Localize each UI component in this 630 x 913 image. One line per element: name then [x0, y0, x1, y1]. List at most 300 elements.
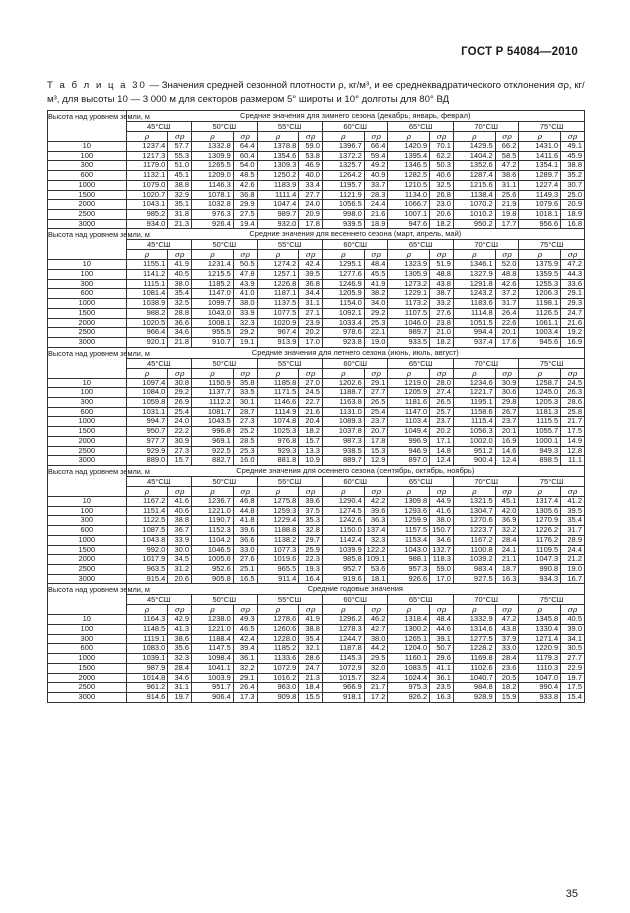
deviation-cell: 35.2: [561, 171, 585, 181]
deviation-symbol: σρ: [233, 368, 257, 378]
density-symbol: ρ: [322, 132, 364, 142]
deviation-symbol: σρ: [233, 486, 257, 496]
deviation-cell: 36.1: [233, 654, 257, 664]
density-cell: 1019.6: [257, 555, 299, 565]
density-symbol: ρ: [257, 250, 299, 260]
density-cell: 945.6: [519, 337, 561, 347]
deviation-cell: 30.0: [168, 545, 192, 555]
latitude-header: 65°СШ: [388, 595, 453, 605]
density-cell: 1277.6: [322, 270, 364, 280]
altitude-cell: 600: [48, 171, 127, 181]
density-cell: 963.5: [126, 564, 168, 574]
deviation-cell: 15.4: [561, 692, 585, 702]
density-cell: 989.7: [388, 328, 430, 338]
deviation-symbol: σρ: [299, 368, 323, 378]
deviation-symbol: σρ: [299, 486, 323, 496]
deviation-cell: 16.3: [430, 692, 454, 702]
deviation-cell: 29.9: [233, 200, 257, 210]
deviation-cell: 54.0: [233, 161, 257, 171]
density-cell: 938.5: [322, 446, 364, 456]
density-cell: 1278.3: [322, 625, 364, 635]
table-row: [48, 200, 585, 210]
deviation-cell: 42.4: [233, 634, 257, 644]
deviation-cell: 38.8: [299, 625, 323, 635]
deviation-cell: 41.9: [364, 279, 388, 289]
deviation-cell: 31.7: [561, 526, 585, 536]
deviation-cell: 35.4: [561, 516, 585, 526]
density-cell: 920.1: [126, 337, 168, 347]
deviation-cell: 38.8: [561, 161, 585, 171]
deviation-cell: 38.8: [168, 516, 192, 526]
deviation-cell: 25.4: [364, 407, 388, 417]
density-cell: 1305.6: [519, 506, 561, 516]
density-cell: 1047.0: [519, 673, 561, 683]
table-row: [48, 625, 585, 635]
table-row: [48, 456, 585, 466]
deviation-cell: 20.7: [364, 427, 388, 437]
density-cell: 929.3: [257, 446, 299, 456]
density-cell: 1231.4: [192, 260, 234, 270]
density-cell: 1092.1: [322, 308, 364, 318]
density-cell: 1202.6: [322, 378, 364, 388]
density-cell: 1020.7: [126, 190, 168, 200]
density-cell: 1375.9: [519, 260, 561, 270]
deviation-cell: 37.9: [495, 634, 519, 644]
density-cell: 1277.5: [453, 634, 495, 644]
deviation-cell: 23.7: [430, 417, 454, 427]
altitude-cell: 100: [48, 151, 127, 161]
deviation-cell: 26.5: [430, 398, 454, 408]
deviation-cell: 24.1: [495, 545, 519, 555]
deviation-cell: 43.8: [430, 279, 454, 289]
deviation-symbol: σρ: [364, 368, 388, 378]
deviation-cell: 28.3: [364, 190, 388, 200]
deviation-cell: 14.9: [561, 436, 585, 446]
density-cell: 1221.0: [192, 506, 234, 516]
density-cell: 1032.8: [192, 200, 234, 210]
density-cell: 1305.9: [388, 270, 430, 280]
density-cell: 1321.5: [453, 496, 495, 506]
density-cell: 1179.0: [126, 161, 168, 171]
altitude-cell: 10: [48, 615, 127, 625]
deviation-cell: 19.2: [561, 328, 585, 338]
deviation-cell: 33.4: [299, 180, 323, 190]
density-cell: 1154.0: [322, 299, 364, 309]
deviation-cell: 26.4: [233, 683, 257, 693]
density-symbol: ρ: [257, 368, 299, 378]
deviation-cell: 24.7: [299, 663, 323, 673]
deviation-cell: 29.1: [364, 378, 388, 388]
deviation-cell: 49.1: [561, 142, 585, 152]
deviation-cell: 36.6: [233, 535, 257, 545]
table-row: [48, 219, 585, 229]
deviation-symbol: σρ: [299, 605, 323, 615]
density-cell: 1110.3: [519, 663, 561, 673]
density-cell: 952.6: [192, 564, 234, 574]
density-cell: 1167.2: [126, 496, 168, 506]
table-row: [48, 564, 585, 574]
deviation-cell: 17.5: [561, 683, 585, 693]
symbol-header-row: [48, 250, 585, 260]
deviation-symbol: σρ: [168, 250, 192, 260]
density-cell: 1185.8: [257, 378, 299, 388]
deviation-cell: 11.1: [561, 456, 585, 466]
deviation-cell: 24.0: [168, 417, 192, 427]
deviation-cell: 32.5: [168, 299, 192, 309]
deviation-cell: 21.6: [364, 209, 388, 219]
deviation-cell: 32.3: [168, 654, 192, 664]
density-cell: 1056.5: [322, 200, 364, 210]
deviation-cell: 28.6: [299, 654, 323, 664]
deviation-cell: 40.0: [299, 171, 323, 181]
deviation-symbol: σρ: [364, 486, 388, 496]
density-cell: 1078.1: [192, 190, 234, 200]
density-cell: 1145.3: [322, 654, 364, 664]
deviation-cell: 47.2: [561, 260, 585, 270]
density-cell: 1205.9: [322, 289, 364, 299]
deviation-cell: 21.7: [561, 417, 585, 427]
deviation-cell: 38.0: [430, 516, 454, 526]
deviation-cell: 24.7: [561, 308, 585, 318]
deviation-cell: 38.0: [233, 299, 257, 309]
altitude-cell: 300: [48, 634, 127, 644]
deviation-cell: 47.2: [495, 615, 519, 625]
altitude-cell: 10: [48, 260, 127, 270]
deviation-cell: 53.6: [364, 564, 388, 574]
density-symbol: ρ: [192, 132, 234, 142]
density-cell: 926.4: [192, 219, 234, 229]
deviation-cell: 23.5: [430, 683, 454, 693]
deviation-cell: 21.6: [299, 407, 323, 417]
deviation-cell: 29.7: [299, 535, 323, 545]
density-cell: 989.7: [257, 209, 299, 219]
altitude-cell: 3000: [48, 692, 127, 702]
deviation-cell: 42.2: [364, 496, 388, 506]
latitude-header-row: [48, 476, 585, 486]
density-cell: 1115.1: [126, 279, 168, 289]
density-cell: 926.6: [388, 574, 430, 584]
deviation-cell: 15.3: [364, 446, 388, 456]
density-symbol: ρ: [388, 250, 430, 260]
deviation-cell: 41.1: [430, 663, 454, 673]
deviation-cell: 28.9: [561, 535, 585, 545]
altitude-cell: 600: [48, 407, 127, 417]
density-cell: 1059.8: [126, 398, 168, 408]
density-cell: 1275.8: [257, 496, 299, 506]
density-cell: 1255.3: [519, 279, 561, 289]
latitude-header-row: [48, 595, 585, 605]
deviation-cell: 48.4: [364, 260, 388, 270]
deviation-cell: 39.6: [364, 506, 388, 516]
density-cell: 966.4: [126, 328, 168, 338]
altitude-cell: 1000: [48, 299, 127, 309]
deviation-cell: 109.1: [364, 555, 388, 565]
density-symbol: ρ: [126, 250, 168, 260]
caption-text: — Значения средней сезонной плотности ρ, кг/м³, и ее среднеквадратического отклонения σρ, кг/м³, для высоты 10 — 3 000 м для секторов размером 5° широты и 10° долготы для 80° ВД: [47, 80, 585, 105]
deviation-cell: 22.1: [364, 328, 388, 338]
altitude-cell: 600: [48, 526, 127, 536]
density-cell: 1043.0: [388, 545, 430, 555]
latitude-header: 65°СШ: [388, 476, 453, 486]
deviation-cell: 28.8: [168, 308, 192, 318]
deviation-cell: 39.5: [561, 506, 585, 516]
latitude-header: 70°СШ: [453, 122, 518, 132]
deviation-cell: 39.0: [561, 625, 585, 635]
density-symbol: ρ: [322, 250, 364, 260]
deviation-cell: 36.1: [430, 673, 454, 683]
deviation-cell: 18.1: [364, 574, 388, 584]
deviation-symbol: σρ: [430, 132, 454, 142]
density-cell: 1016.2: [257, 673, 299, 683]
deviation-cell: 150.7: [430, 526, 454, 536]
density-cell: 1015.7: [322, 673, 364, 683]
density-cell: 976.8: [257, 436, 299, 446]
table-row: [48, 270, 585, 280]
deviation-cell: 40.9: [364, 171, 388, 181]
density-cell: 1157.5: [388, 526, 430, 536]
altitude-cell: 3000: [48, 456, 127, 466]
deviation-cell: 41.3: [168, 625, 192, 635]
deviation-cell: 33.2: [430, 299, 454, 309]
deviation-cell: 32.5: [430, 180, 454, 190]
deviation-symbol: σρ: [168, 132, 192, 142]
section-title: Средние значения для зимнего сезона (декабрь, январь, феврал): [126, 111, 584, 122]
density-cell: 1378.8: [257, 142, 299, 152]
deviation-cell: 25.1: [233, 564, 257, 574]
deviation-cell: 41.6: [168, 496, 192, 506]
density-cell: 1104.2: [192, 535, 234, 545]
deviation-cell: 20.9: [299, 209, 323, 219]
deviation-cell: 19.0: [561, 564, 585, 574]
latitude-header: 65°СШ: [388, 122, 453, 132]
density-cell: 1309.3: [257, 161, 299, 171]
density-cell: 1132.1: [126, 171, 168, 181]
density-cell: 1181.3: [519, 407, 561, 417]
deviation-cell: 16.9: [561, 337, 585, 347]
density-cell: 1210.5: [388, 180, 430, 190]
density-cell: 1163.8: [322, 398, 364, 408]
deviation-cell: 26.8: [430, 190, 454, 200]
deviation-cell: 29.2: [233, 328, 257, 338]
density-symbol: ρ: [519, 132, 561, 142]
deviation-cell: 38.2: [364, 289, 388, 299]
deviation-cell: 33.0: [495, 644, 519, 654]
density-cell: 1190.7: [192, 516, 234, 526]
density-cell: 1237.4: [126, 142, 168, 152]
density-cell: 1205.9: [388, 388, 430, 398]
deviation-cell: 22.6: [495, 318, 519, 328]
table-caption: [47, 79, 587, 107]
density-cell: 1314.6: [453, 625, 495, 635]
altitude-header: Высота над уровнем земли, м: [48, 229, 127, 260]
density-cell: 1043.1: [126, 200, 168, 210]
density-cell: 1259.9: [388, 516, 430, 526]
density-cell: 1155.1: [126, 260, 168, 270]
deviation-cell: 40.6: [168, 506, 192, 516]
density-cell: 1265.1: [388, 634, 430, 644]
deviation-cell: 38.6: [495, 171, 519, 181]
document-header: ГОСТ Р 54084—2010: [461, 46, 578, 58]
density-cell: 1243.2: [453, 289, 495, 299]
density-cell: 1150.0: [322, 526, 364, 536]
density-cell: 1327.9: [453, 270, 495, 280]
deviation-cell: 31.1: [168, 683, 192, 693]
deviation-cell: 48.8: [495, 270, 519, 280]
deviation-cell: 17.0: [430, 574, 454, 584]
density-cell: 1087.5: [126, 526, 168, 536]
section-title: Средние годовые значения: [126, 584, 584, 595]
density-symbol: ρ: [519, 368, 561, 378]
density-cell: 910.7: [192, 337, 234, 347]
density-cell: 1017.9: [126, 555, 168, 565]
density-cell: 1008.1: [192, 318, 234, 328]
latitude-header: 60°СШ: [322, 476, 387, 486]
density-cell: 1181.6: [388, 398, 430, 408]
deviation-cell: 33.6: [561, 279, 585, 289]
density-cell: 966.9: [322, 683, 364, 693]
deviation-cell: 48.8: [430, 270, 454, 280]
deviation-cell: 27.7: [561, 654, 585, 664]
deviation-cell: 23.9: [299, 318, 323, 328]
density-cell: 1014.8: [126, 673, 168, 683]
density-cell: 1039.1: [126, 654, 168, 664]
density-cell: 1173.2: [388, 299, 430, 309]
density-cell: 1005.6: [192, 555, 234, 565]
latitude-header: 60°СШ: [322, 240, 387, 250]
density-cell: 988.2: [126, 308, 168, 318]
deviation-cell: 34.6: [430, 535, 454, 545]
table-row: [48, 337, 585, 347]
deviation-cell: 21.0: [430, 328, 454, 338]
deviation-cell: 50.7: [430, 644, 454, 654]
density-cell: 1187.8: [322, 644, 364, 654]
deviation-cell: 18.9: [364, 219, 388, 229]
deviation-cell: 22.7: [299, 398, 323, 408]
deviation-cell: 17.6: [495, 337, 519, 347]
density-symbol: ρ: [388, 368, 430, 378]
density-cell: 947.6: [388, 219, 430, 229]
density-cell: 1100.8: [453, 545, 495, 555]
density-cell: 1077.5: [257, 308, 299, 318]
density-cell: 1160.1: [388, 654, 430, 664]
deviation-cell: 29.8: [495, 398, 519, 408]
density-cell: 1404.2: [453, 151, 495, 161]
density-cell: 1204.0: [388, 644, 430, 654]
deviation-cell: 31.7: [495, 299, 519, 309]
density-cell: 1061.1: [519, 318, 561, 328]
altitude-cell: 2000: [48, 673, 127, 683]
deviation-cell: 19.7: [168, 692, 192, 702]
altitude-header: Высота над уровнем земли, м: [48, 347, 127, 378]
deviation-cell: 64.4: [233, 142, 257, 152]
density-cell: 1296.2: [322, 615, 364, 625]
deviation-cell: 46.5: [233, 625, 257, 635]
deviation-cell: 20.5: [495, 673, 519, 683]
deviation-cell: 39.1: [430, 634, 454, 644]
latitude-header: 45°СШ: [126, 358, 191, 368]
density-cell: 1300.2: [388, 625, 430, 635]
deviation-symbol: σρ: [430, 605, 454, 615]
deviation-cell: 14.6: [495, 446, 519, 456]
density-cell: 957.3: [388, 564, 430, 574]
deviation-cell: 35.4: [299, 634, 323, 644]
density-symbol: ρ: [257, 486, 299, 496]
density-cell: 1295.1: [322, 260, 364, 270]
density-cell: 906.4: [192, 692, 234, 702]
deviation-cell: 34.6: [168, 673, 192, 683]
altitude-header: Высота над уровнем земли, м: [48, 584, 127, 615]
density-cell: 1293.6: [388, 506, 430, 516]
deviation-symbol: σρ: [561, 132, 585, 142]
deviation-cell: 23.8: [430, 318, 454, 328]
deviation-cell: 40.5: [561, 615, 585, 625]
density-cell: 1051.5: [453, 318, 495, 328]
section-title-row: [48, 347, 585, 358]
density-cell: 1223.7: [453, 526, 495, 536]
table-row: [48, 436, 585, 446]
density-symbol: ρ: [388, 605, 430, 615]
altitude-cell: 1500: [48, 190, 127, 200]
density-cell: 939.5: [322, 219, 364, 229]
table-row: [48, 574, 585, 584]
density-cell: 1429.5: [453, 142, 495, 152]
altitude-cell: 100: [48, 506, 127, 516]
deviation-cell: 57.7: [168, 142, 192, 152]
density-cell: 1219.0: [388, 378, 430, 388]
deviation-cell: 16.4: [299, 574, 323, 584]
deviation-cell: 38.0: [364, 634, 388, 644]
section-title-row: [48, 229, 585, 240]
density-cell: 1245.0: [519, 388, 561, 398]
deviation-cell: 26.3: [561, 388, 585, 398]
density-cell: 1114.8: [453, 308, 495, 318]
latitude-header: 75°СШ: [519, 240, 585, 250]
density-cell: 985.2: [126, 209, 168, 219]
deviation-cell: 33.0: [233, 545, 257, 555]
deviation-cell: 13.3: [299, 446, 323, 456]
deviation-cell: 25.8: [561, 407, 585, 417]
deviation-cell: 22.2: [168, 427, 192, 437]
density-cell: 1188.8: [257, 526, 299, 536]
deviation-cell: 17.0: [299, 337, 323, 347]
latitude-header: 50°СШ: [192, 476, 257, 486]
altitude-cell: 2500: [48, 564, 127, 574]
deviation-cell: 33.9: [168, 535, 192, 545]
density-cell: 1000.1: [519, 436, 561, 446]
deviation-cell: 18.7: [495, 564, 519, 574]
table-row: [48, 555, 585, 565]
density-cell: 1039.2: [453, 555, 495, 565]
deviation-cell: 35.4: [168, 289, 192, 299]
density-cell: 1010.2: [453, 209, 495, 219]
density-cell: 1103.4: [388, 417, 430, 427]
deviation-cell: 36.9: [495, 516, 519, 526]
density-cell: 994.4: [453, 328, 495, 338]
deviation-cell: 137.4: [364, 526, 388, 536]
density-cell: 1122.5: [126, 516, 168, 526]
density-cell: 1274.2: [257, 260, 299, 270]
deviation-cell: 17.8: [299, 219, 323, 229]
table-row: [48, 427, 585, 437]
density-cell: 1278.6: [257, 615, 299, 625]
density-symbol: ρ: [192, 486, 234, 496]
deviation-cell: 45.5: [364, 270, 388, 280]
deviation-cell: 17.1: [430, 436, 454, 446]
deviation-cell: 53.8: [299, 151, 323, 161]
density-symbol: ρ: [322, 368, 364, 378]
latitude-header: 75°СШ: [519, 122, 585, 132]
deviation-cell: 19.3: [299, 564, 323, 574]
